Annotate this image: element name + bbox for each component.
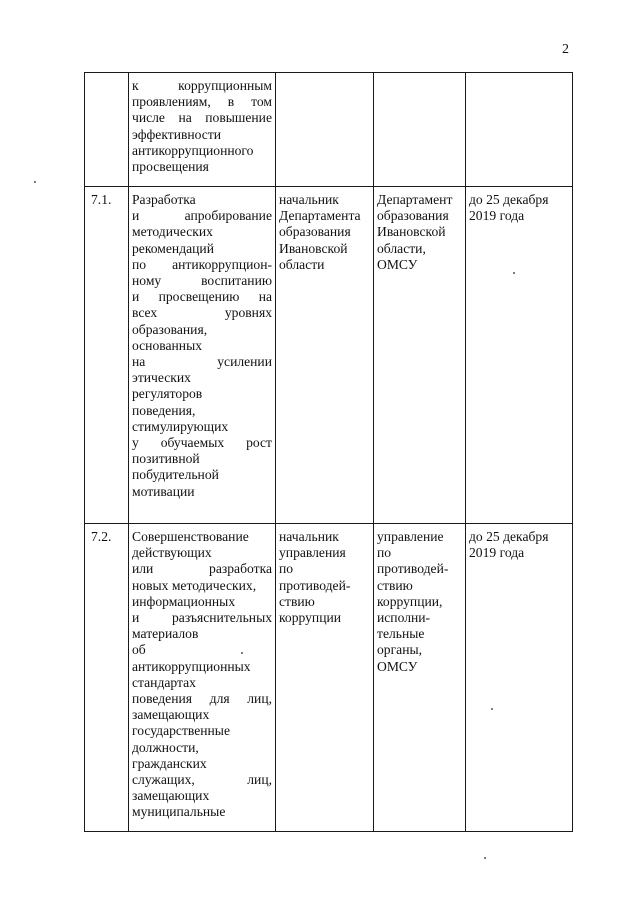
measure-line: у обучаемых рост [132, 435, 272, 451]
executors-cell [374, 187, 466, 524]
responsible-line: образования [279, 224, 351, 240]
measure-line: поведения, [132, 402, 196, 418]
measure-line: регуляторов [132, 386, 203, 402]
deadline-line: 2019 года [469, 545, 525, 561]
measure-cell [129, 187, 276, 524]
responsible-line: начальник [279, 192, 339, 207]
scan-speck [484, 857, 486, 859]
deadline-cell [466, 524, 573, 832]
row-number-cell: 7.1. [85, 187, 129, 524]
responsible-line: противодей- [279, 577, 351, 593]
responsible-line: области [279, 256, 325, 272]
responsible-line: начальник [279, 529, 339, 544]
measure-line: материалов [132, 626, 199, 642]
table-row-7-2 [85, 524, 573, 832]
measure-line: мотивации [132, 483, 195, 499]
executors-line: тельные [377, 626, 425, 642]
measure-line: всех уровнях [132, 305, 272, 321]
measures-table [84, 72, 573, 832]
executors-line: области, [377, 240, 426, 256]
scan-speck [34, 181, 36, 183]
measure-line: государственные [132, 723, 230, 739]
measure-line: антикоррупционных [132, 658, 251, 674]
executors-cell [374, 524, 466, 832]
measure-line: побудительной [132, 467, 219, 483]
measure-line: проявлениям, в том [132, 94, 272, 110]
measure-line: к коррупционным [132, 78, 272, 93]
measure-line: основанных [132, 337, 202, 353]
responsible-cell [276, 187, 374, 524]
measure-line: гражданских [132, 755, 207, 771]
responsible-line: управления [279, 545, 346, 561]
measure-line: или разработка [132, 561, 272, 577]
responsible-line: Департамента [279, 208, 361, 224]
responsible-line: ствию [279, 593, 315, 609]
measure-line: и разъяснительных [132, 610, 272, 626]
executors-line: коррупции, [377, 593, 443, 609]
measure-line: по антикоррупцион- [132, 256, 272, 272]
row-number-cell [85, 73, 129, 187]
measure-cell [129, 73, 276, 187]
responsible-line: коррупции [279, 610, 342, 626]
measure-line: числе на повышение [132, 110, 272, 126]
measure-line: позитивной [132, 451, 200, 467]
table-row-7-1 [85, 187, 573, 524]
responsible-line: по [279, 561, 294, 577]
executors-line: ствию [377, 577, 413, 593]
measure-line: ному воспитанию [132, 273, 272, 289]
measure-line: замещающих [132, 788, 210, 804]
measure-line: на усилении [132, 354, 272, 370]
scan-speck [513, 272, 515, 274]
executors-line: управление [377, 529, 444, 544]
executors-line: противодей- [377, 561, 449, 577]
table-row-continuation [85, 73, 573, 187]
executors-line: Департамент [377, 192, 453, 207]
deadline-line: до 25 декабря [469, 529, 549, 544]
row-number-cell: 7.2. [85, 524, 129, 832]
measure-line: стандартах [132, 674, 196, 690]
measure-line: замещающих [132, 707, 210, 723]
measure-line: муниципальные [132, 804, 226, 820]
measure-cell [129, 524, 276, 832]
executors-line: по [377, 545, 392, 561]
deadline-cell [466, 187, 573, 524]
scan-speck [491, 708, 493, 710]
measure-line: должности, [132, 739, 199, 755]
responsible-cell [276, 524, 374, 832]
executors-line: Ивановской [377, 224, 446, 240]
deadline-line: до 25 декабря [469, 192, 549, 207]
deadline-line: 2019 года [469, 208, 525, 224]
responsible-cell [276, 73, 374, 187]
measure-line: действующих [132, 545, 212, 561]
measure-line: методических [132, 224, 213, 240]
measure-line: поведения для лиц, [132, 691, 272, 707]
measure-line: новых методических, [132, 577, 257, 593]
measure-line: служащих, лиц, [132, 772, 272, 788]
executors-line: ОМСУ [377, 256, 418, 272]
measure-line: антикоррупционного [132, 142, 254, 158]
executors-cell [374, 73, 466, 187]
scan-speck [241, 652, 243, 654]
deadline-cell [466, 73, 573, 187]
page-number: 2 [562, 42, 569, 57]
measure-line: стимулирующих [132, 418, 229, 434]
executors-line: органы, [377, 642, 423, 658]
measure-line: об [132, 642, 146, 658]
measure-line: и апробирование [132, 208, 272, 224]
measure-line: и просвещению на [132, 289, 272, 305]
measure-line: рекомендаций [132, 240, 214, 256]
measure-line: просвещения [132, 159, 209, 175]
measure-line: эффективности [132, 126, 222, 142]
measure-line: этических [132, 370, 191, 386]
measure-line: образования, [132, 321, 208, 337]
responsible-line: Ивановской [279, 240, 348, 256]
measure-line: Разработка [132, 192, 196, 207]
measure-line: Совершенствование [132, 529, 249, 544]
executors-line: ОМСУ [377, 658, 418, 674]
measure-line: информационных [132, 593, 236, 609]
executors-line: исполни- [377, 610, 431, 626]
executors-line: образования [377, 208, 449, 224]
